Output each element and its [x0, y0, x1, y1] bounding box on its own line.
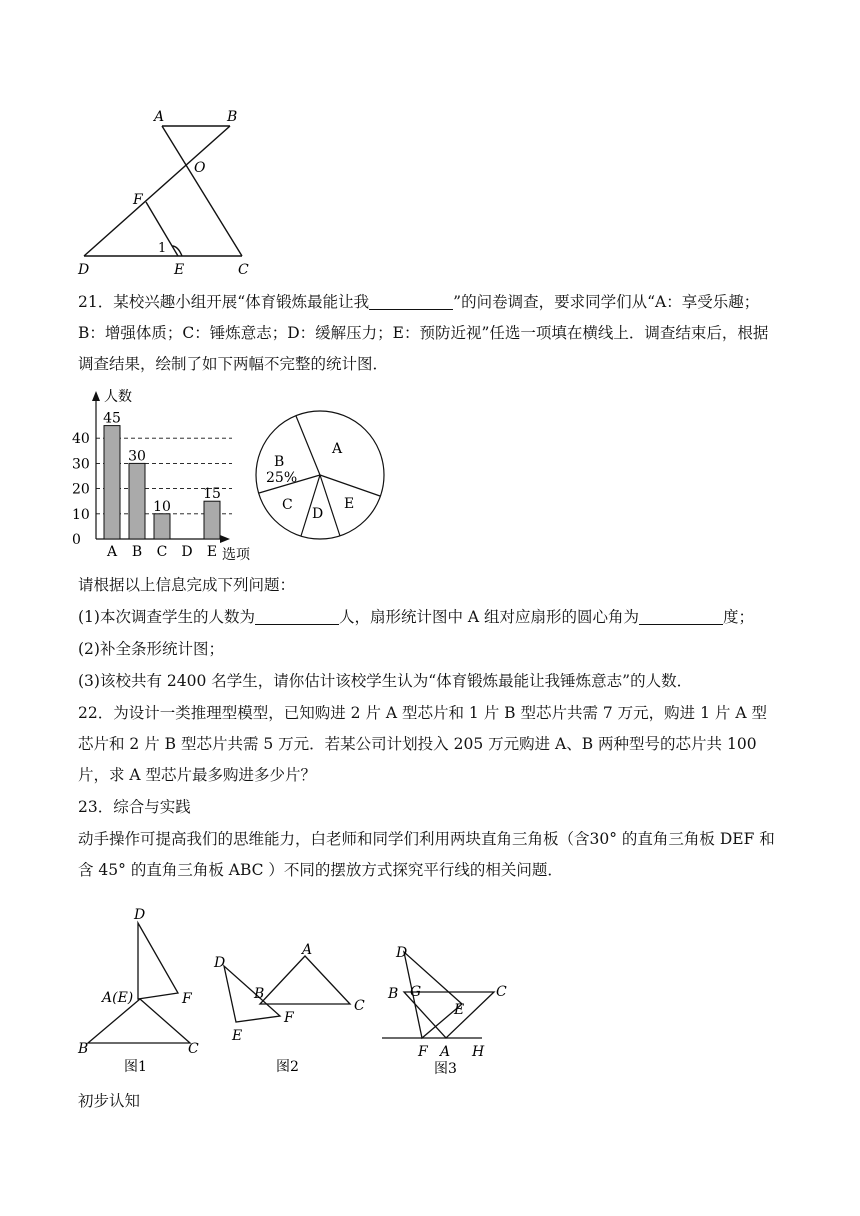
q22-text: [78, 698, 782, 791]
fig2-label-a: A: [302, 942, 313, 958]
label-1: 1: [158, 241, 167, 256]
value-label-E: 15: [203, 486, 221, 503]
category-label-E: E: [206, 544, 218, 560]
q21-sub3: (3)该校共有 2400 名学生，请你估计该校学生认为“体育锻炼最能让我锤炼意志”的人数．: [78, 672, 693, 690]
q21-prompt: 请根据以上信息完成下列问题：: [78, 576, 296, 594]
label-e: E: [174, 262, 185, 278]
chart-xlabel: 选项: [222, 547, 250, 563]
y-tick-label: 0: [72, 532, 81, 548]
q23-number: 23．: [78, 798, 114, 816]
q21-text-part1: 某校兴趣小组开展“体育锻炼最能让我: [113, 293, 370, 311]
bar-E: [204, 501, 220, 539]
q21-sub1-blank1[interactable]: [255, 606, 339, 625]
q21-sub1: [78, 602, 782, 633]
fig3-label-a: A: [440, 1044, 451, 1060]
category-label-D: D: [181, 544, 193, 560]
q22-number: 22．: [78, 704, 114, 722]
fig2-caption: 图2: [276, 1059, 299, 1075]
fig1-label-b: B: [78, 1041, 89, 1057]
q22-body: 为设计一类推理型模型，已知购进 2 片 A 型芯片和 1 片 B 型芯片共需 7 万元，购进 1 片 A 型芯片和 2 片 B 型芯片共需 5 万元．若某公司计划投入 205 万元购进 A、B 两种型号的芯片共 100 片，求 A 型芯片最多购进多少片？: [78, 704, 767, 784]
y-tick-label: 40: [72, 431, 90, 448]
figure-3: [378, 940, 528, 1075]
category-label-A: A: [106, 544, 118, 560]
fig1-label-ae: A(E): [102, 990, 134, 1006]
y-tick-label: 30: [72, 456, 90, 473]
bar-C: [154, 514, 170, 539]
label-d: D: [78, 262, 90, 278]
label-f: F: [133, 192, 143, 208]
q21-number: 21．: [78, 293, 114, 311]
q23-footer: 初步认知: [78, 1092, 141, 1110]
fig2-label-c: C: [354, 998, 365, 1014]
q21-sub1-c: 度；: [723, 608, 755, 626]
y-tick-label: 20: [72, 481, 90, 498]
pie-label-a: A: [332, 441, 343, 457]
fig3-label-d: D: [396, 945, 408, 961]
pie-label-b: B: [274, 454, 285, 470]
fig3-caption: 图3: [434, 1061, 457, 1075]
label-a: A: [154, 109, 165, 125]
figure-2: [210, 940, 375, 1075]
bar-B: [129, 463, 145, 539]
y-tick-label: 10: [72, 506, 90, 523]
value-label-A: 45: [103, 410, 121, 427]
fig3-label-g: G: [410, 984, 422, 1000]
pie-label-c: C: [282, 497, 293, 513]
q21-text-part2: ”的问卷调查，要求同学们从“A：享受乐趣；B：增强体质；C：锤炼意志；D：缓解压力；E：预防近视”任选一项填在横线上．调查结束后，根据调查结果，绘制了如下两幅不完整的统计图．: [78, 293, 769, 373]
value-label-B: 30: [128, 448, 146, 465]
q23-title: [78, 792, 782, 823]
fig1-label-f: F: [182, 991, 192, 1007]
pie-label-b-percent: 25%: [266, 470, 298, 486]
bar-A: [104, 426, 120, 539]
q21-sub1-b: 人，扇形统计图中 A 组对应扇形的圆心角为: [338, 608, 640, 626]
fig3-label-e: E: [454, 1002, 465, 1018]
fig2-label-b: B: [254, 986, 265, 1002]
label-c: C: [238, 262, 249, 278]
fig1-label-c: C: [188, 1041, 199, 1057]
category-label-B: B: [131, 544, 143, 560]
fig2-label-d: D: [214, 955, 226, 971]
q21-sub1-a: (1)本次调查学生的人数为: [78, 608, 255, 626]
fig3-label-c: C: [496, 984, 507, 1000]
pie-label-e: E: [344, 496, 355, 512]
fig3-label-h: H: [472, 1044, 485, 1060]
pie-chart: [250, 385, 390, 565]
bar-chart: [70, 385, 270, 565]
q21-sub1-blank2[interactable]: [639, 606, 723, 625]
label-o: O: [194, 160, 206, 176]
q23-title-text: 综合与实践: [113, 798, 191, 816]
fig2-label-f: F: [284, 1010, 294, 1026]
figure-1: [74, 905, 214, 1075]
value-label-C: 10: [153, 498, 171, 515]
category-label-C: C: [156, 544, 168, 560]
fig2-label-e: E: [232, 1028, 243, 1044]
label-b: B: [227, 109, 238, 125]
fig3-label-f: F: [418, 1044, 428, 1060]
pie-label-d: D: [312, 506, 324, 522]
fig3-label-b: B: [388, 986, 399, 1002]
q21-text: [78, 287, 782, 380]
q21-sub2: (2)补全条形统计图；: [78, 640, 224, 658]
q21-blank[interactable]: [369, 291, 453, 310]
chart-ylabel: 人数: [104, 389, 132, 405]
fig1-caption: 图1: [124, 1059, 147, 1075]
fig1-label-d: D: [134, 907, 146, 923]
q23-text: 动手操作可提高我们的思维能力，白老师和同学们利用两块直角三角板（含30° 的直角三角板 DEF 和含 45° 的直角三角板 ABC ）不同的摆放方式探究平行线的相关问题．: [78, 830, 775, 879]
geometry-figure: [70, 100, 270, 280]
